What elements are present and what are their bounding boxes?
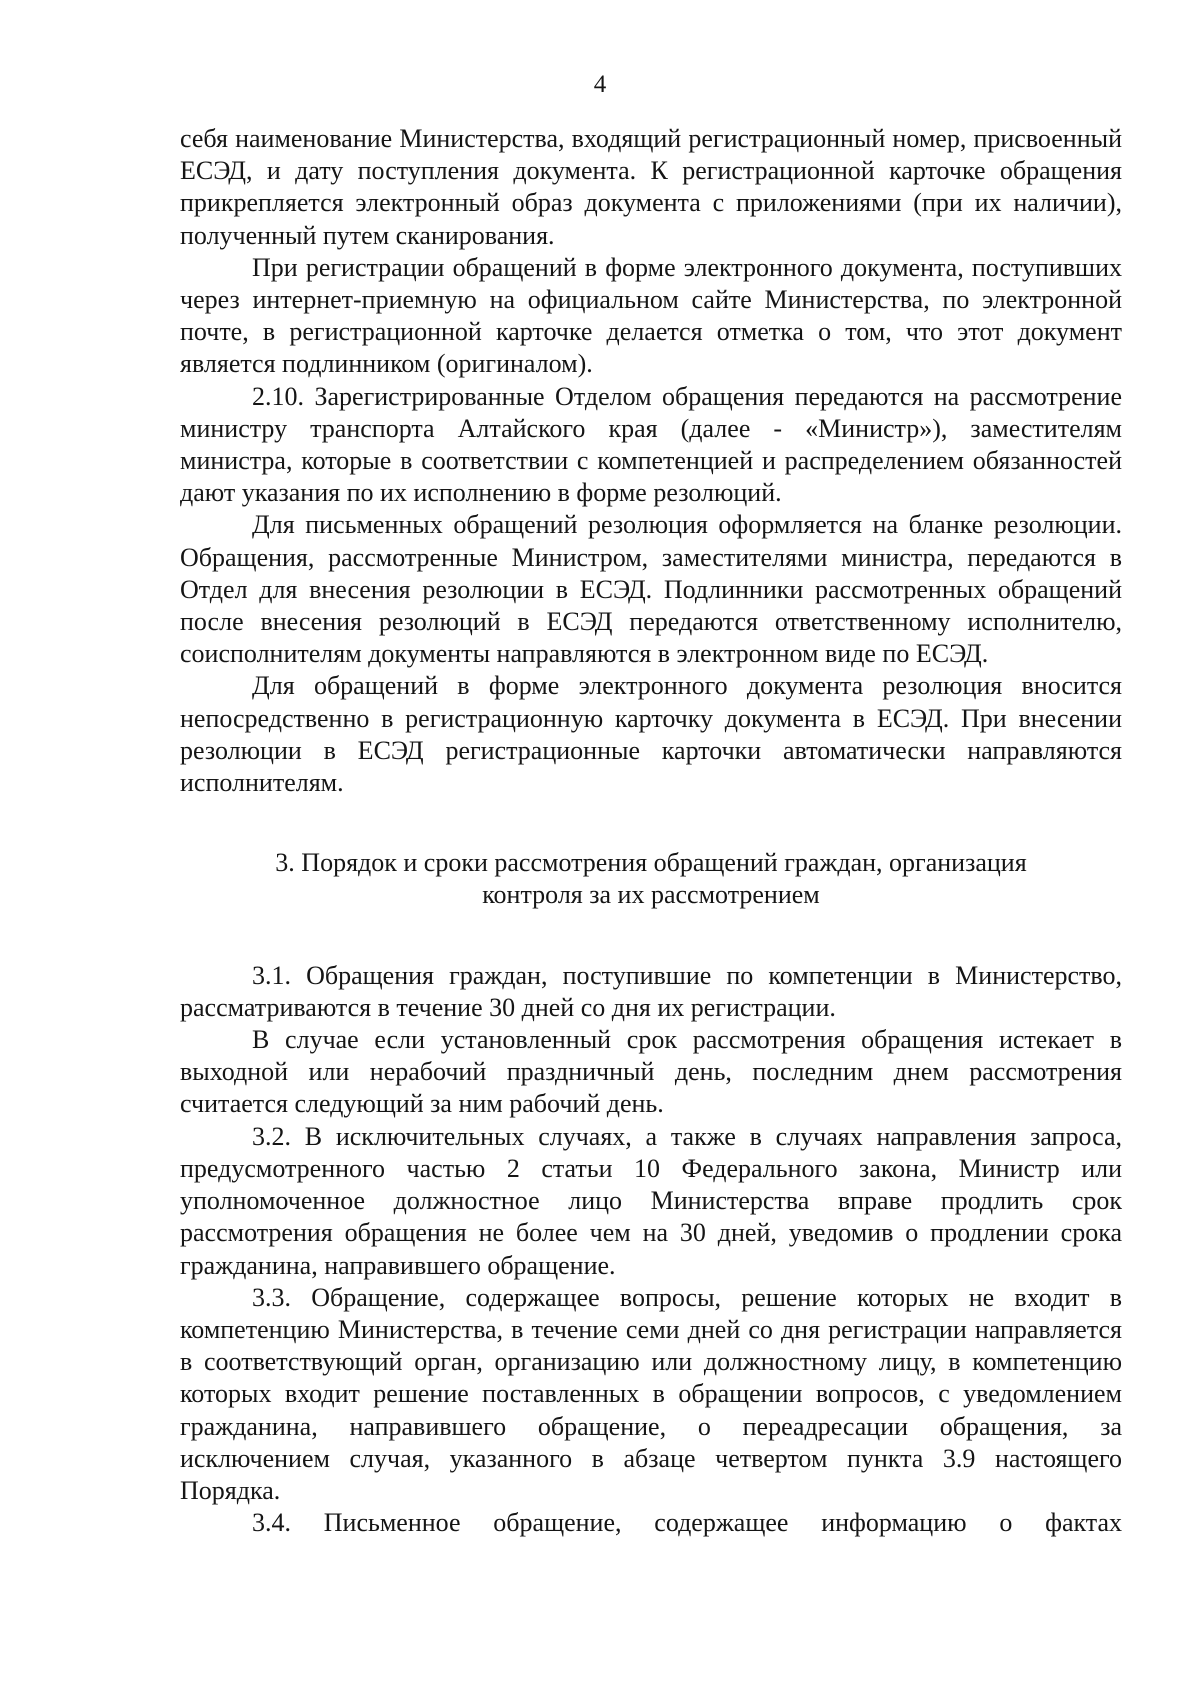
section-heading-line: 3. Порядок и сроки рассмотрения обращений граждан, организация: [275, 848, 1027, 878]
paragraph-3-1: 3.1. Обращения граждан, поступившие по компетенции в Министерство, рассматриваются в течение 30 дней со дня их регистрации.: [180, 960, 1122, 1022]
paragraph: При регистрации обращений в форме электронного документа, поступивших через интернет-приемную на официальном сайте Министерства, по электронной почте, в регистрационной карточке делается отметка о том, что этот документ является подлинником (оригиналом).: [180, 252, 1122, 379]
paragraph-3-2: 3.2. В исключительных случаях, а также в случаях направления запроса, предусмотренного частью 2 статьи 10 Федерального закона, Министр или уполномоченное должностное лицо Министерства вправе продлить срок рассмотрения обращения не более чем на 30 дней, уведомив о продлении срока гражданина, направившего обращение.: [180, 1121, 1122, 1280]
paragraph: Для обращений в форме электронного документа резолюция вносится непосредственно в регистрационную карточку документа в ЕСЭД. При внесении резолюции в ЕСЭД регистрационные карточки автоматически направляются исполнителям.: [180, 671, 1122, 798]
paragraph: Для письменных обращений резолюция оформляется на бланке резолюции. Обращения, рассмотренные Министром, заместителями министра, передаются в Отдел для внесения резолюции в ЕСЭД. Подлинники рассмотренных обращений после внесения резолюций в ЕСЭД передаются ответственному исполнителю, соисполнителям документы направляются в электронном виде по ЕСЭД.: [180, 510, 1122, 669]
document-body: [180, 123, 1122, 1539]
page-number: 4: [593, 71, 607, 98]
paragraph-2-10: 2.10. Зарегистрированные Отделом обращения передаются на рассмотрение министру транспорта Алтайского края (далее - «Министр»), заместителям министра, которые в соответствии с компетенцией и распределением обязанностей дают указания по их исполнению в форме резолюций.: [180, 381, 1122, 508]
paragraph: себя наименование Министерства, входящий регистрационный номер, присвоенный ЕСЭД, и дату поступления документа. К регистрационной карточке обращения прикрепляется электронный образ документа с приложениями (при их наличии), полученный путем сканирования.: [180, 124, 1122, 250]
section-heading-line: контроля за их рассмотрением: [482, 880, 820, 910]
paragraph-3-4: 3.4. Письменное обращение, содержащее информацию о фактах: [252, 1508, 1122, 1538]
paragraph: В случае если установленный срок рассмотрения обращения истекает в выходной или нерабочий праздничный день, последним днем рассмотрения считается следующий за ним рабочий день.: [180, 1025, 1122, 1119]
section-heading: [180, 799, 1122, 959]
paragraph-3-3: 3.3. Обращение, содержащее вопросы, решение которых не входит в компетенцию Министерства, в течение семи дней со дня регистрации направляется в соответствующий орган, организацию или должностному лицу, в компетенцию которых входит решение поставленных в обращении вопросов, с уведомлением гражданина, направившего обращение, о переадресации обращения, за исключением случая, указанного в абзаце четвертом пункта 3.9 настоящего Порядка.: [180, 1282, 1122, 1505]
